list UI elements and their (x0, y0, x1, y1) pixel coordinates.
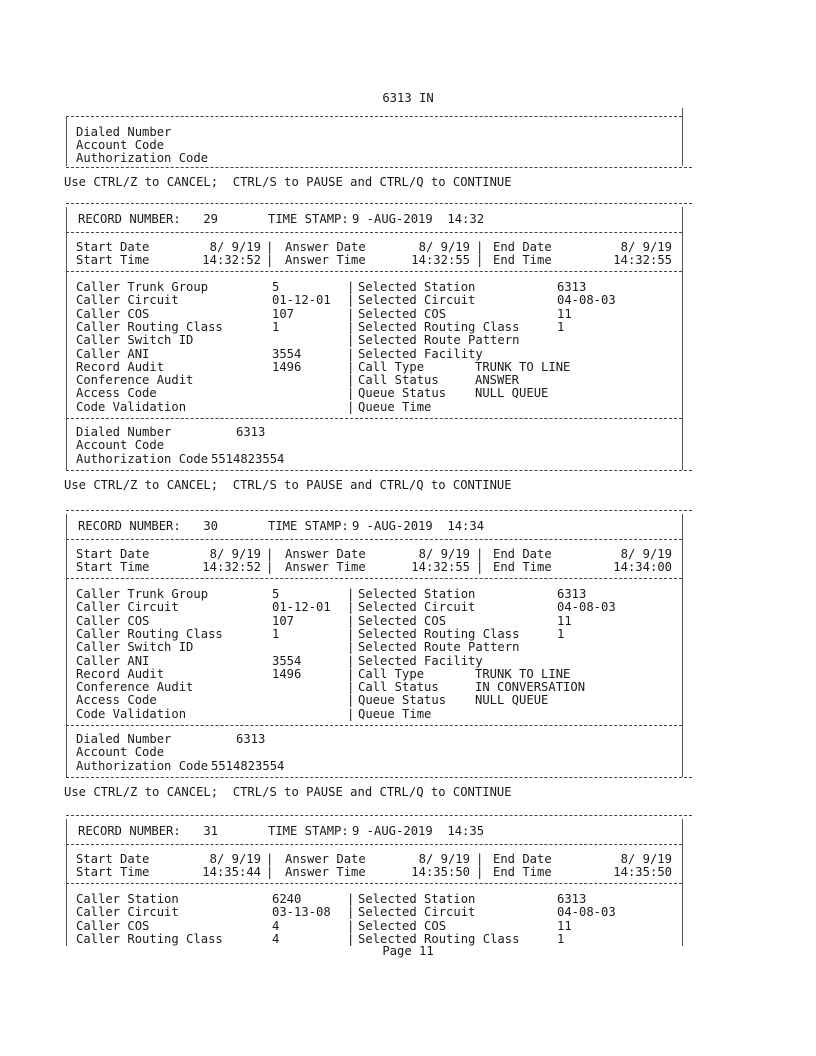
caller-field-value: 4 (272, 931, 280, 946)
selected-field-label: Selected Routing Class (358, 319, 520, 334)
divider (66, 232, 682, 233)
caller-field-label: Caller Routing Class (76, 931, 223, 946)
separator: | (347, 333, 355, 348)
separator: | (476, 865, 484, 879)
answer-date: 8/ 9/19 (418, 547, 470, 561)
dialing-field-label: Dialed Number (76, 732, 172, 746)
divider (66, 510, 692, 511)
separator: | (347, 306, 355, 321)
start-date-label: Start Date (76, 240, 150, 254)
end-time-label: End Time (493, 560, 552, 574)
border (66, 514, 67, 777)
separator: | (476, 253, 484, 267)
time-stamp-label: TIME STAMP: (268, 824, 349, 838)
caller-field-label: Caller Circuit (76, 293, 179, 308)
caller-field-value: 4 (272, 918, 280, 933)
record-number: 30 (203, 519, 218, 533)
dialing-field-value: 5514823554 (211, 758, 285, 773)
answer-date-label: Answer Date (285, 547, 366, 561)
divider (66, 578, 682, 579)
divider (66, 883, 682, 884)
separator: | (266, 560, 274, 574)
divider (66, 418, 682, 419)
answer-time: 14:35:50 (411, 865, 470, 879)
selected-field-label: Queue Time (358, 706, 432, 721)
selected-field-value: 04-08-03 (557, 600, 616, 615)
dialing-field-label: Account Code (76, 438, 165, 453)
caller-field-label: Caller Station (76, 892, 179, 906)
caller-field-label: Caller Trunk Group (76, 280, 209, 294)
selected-field-label: Call Status (358, 373, 439, 388)
selected-field-value: 1 (557, 626, 565, 641)
selected-field-label: Selected Routing Class (358, 626, 520, 641)
caller-field-value: 01-12-01 (272, 293, 331, 308)
caller-field-label: Access Code (76, 693, 157, 708)
selected-field-label: Selected Circuit (358, 905, 476, 920)
divider (66, 844, 682, 845)
start-time: 14:35:44 (202, 865, 261, 879)
selected-field-value: NULL QUEUE (475, 386, 549, 401)
answer-time: 14:32:55 (411, 560, 470, 574)
selected-field-label: Selected Facility (358, 653, 483, 668)
dialed-number-label: Dialed Number (76, 125, 172, 139)
selected-field-value: 6313 (557, 587, 587, 601)
time-stamp-label: TIME STAMP: (268, 212, 349, 226)
caller-field-label: Caller Switch ID (76, 640, 194, 655)
selected-field-label: Selected Routing Class (358, 931, 520, 946)
divider (66, 777, 692, 778)
caller-field-value: 1496 (272, 666, 302, 681)
start-time: 14:32:52 (202, 560, 261, 574)
caller-field-value: 5 (272, 280, 280, 294)
caller-field-value: 6240 (272, 892, 302, 906)
separator: | (347, 280, 355, 294)
caller-field-label: Caller ANI (76, 346, 150, 361)
start-date-label: Start Date (76, 547, 150, 561)
separator: | (347, 293, 355, 308)
time-stamp: 9 -AUG-2019 14:32 (352, 212, 485, 226)
separator: | (347, 653, 355, 668)
authorization-code-label: Authorization Code (76, 151, 209, 165)
dialing-field-label: Authorization Code (76, 451, 209, 466)
page-title: 6313 IN (382, 91, 434, 105)
separator: | (347, 640, 355, 655)
divider (66, 470, 692, 471)
selected-field-label: Selected Circuit (358, 600, 476, 615)
selected-field-value: 1 (557, 319, 565, 334)
caller-field-label: Caller COS (76, 613, 150, 628)
caller-field-label: Access Code (76, 386, 157, 401)
caller-field-value: 1 (272, 319, 280, 334)
dialing-field-value: 6313 (236, 732, 266, 746)
caller-field-label: Conference Audit (76, 373, 194, 388)
caller-field-value: 01-12-01 (272, 600, 331, 615)
end-time-label: End Time (493, 253, 552, 267)
control-note: Use CTRL/Z to CANCEL; CTRL/S to PAUSE and CTRL/Q to CONTINUE (64, 477, 512, 492)
border (66, 207, 67, 470)
selected-field-label: Selected Station (358, 892, 476, 906)
right-border (682, 108, 683, 166)
caller-field-label: Caller Circuit (76, 600, 179, 615)
answer-time: 14:32:55 (411, 253, 470, 267)
caller-field-label: Code Validation (76, 706, 187, 721)
selected-field-label: Queue Time (358, 399, 432, 414)
divider (66, 203, 692, 204)
end-time: 14:35:50 (613, 865, 672, 879)
caller-field-value: 3554 (272, 653, 302, 668)
border (682, 514, 683, 777)
divider (66, 116, 682, 117)
caller-field-label: Conference Audit (76, 680, 194, 695)
dialing-field-value: 5514823554 (211, 451, 285, 466)
separator: | (476, 547, 484, 561)
separator: | (347, 587, 355, 601)
record-number: 31 (203, 824, 218, 838)
end-time-label: End Time (493, 865, 552, 879)
start-time-label: Start Time (76, 253, 150, 267)
start-date: 8/ 9/19 (209, 852, 261, 866)
divider (66, 167, 692, 168)
selected-field-value: NULL QUEUE (475, 693, 549, 708)
divider (66, 815, 692, 816)
selected-field-value: 6313 (557, 892, 587, 906)
start-time: 14:32:52 (202, 253, 261, 267)
selected-field-label: Selected Route Pattern (358, 640, 520, 655)
caller-field-label: Caller Circuit (76, 905, 179, 920)
divider (66, 539, 682, 540)
dialing-field-label: Authorization Code (76, 758, 209, 773)
selected-field-label: Selected COS (358, 918, 447, 933)
separator: | (347, 346, 355, 361)
separator: | (266, 865, 274, 879)
separator: | (266, 547, 274, 561)
selected-field-label: Selected Facility (358, 346, 483, 361)
selected-field-value: 11 (557, 306, 572, 321)
end-date: 8/ 9/19 (620, 852, 672, 866)
caller-field-value: 03-13-08 (272, 905, 331, 920)
start-time-label: Start Time (76, 865, 150, 879)
separator: | (347, 680, 355, 695)
selected-field-label: Selected Station (358, 280, 476, 294)
caller-field-value: 5 (272, 587, 280, 601)
selected-field-value: 11 (557, 918, 572, 933)
end-time: 14:34:00 (613, 560, 672, 574)
divider (66, 271, 682, 272)
time-stamp: 9 -AUG-2019 14:34 (352, 519, 485, 533)
separator: | (476, 852, 484, 866)
divider (66, 725, 682, 726)
end-time: 14:32:55 (613, 253, 672, 267)
left-border (66, 116, 67, 166)
start-date: 8/ 9/19 (209, 547, 261, 561)
caller-field-label: Caller Routing Class (76, 626, 223, 641)
answer-time-label: Answer Time (285, 865, 366, 879)
separator: | (266, 253, 274, 267)
caller-field-label: Record Audit (76, 666, 165, 681)
record-number: 29 (203, 212, 218, 226)
caller-field-value: 1496 (272, 359, 302, 374)
time-stamp: 9 -AUG-2019 14:35 (352, 824, 485, 838)
caller-field-label: Caller Switch ID (76, 333, 194, 348)
dialing-field-label: Dialed Number (76, 425, 172, 439)
account-code-label: Account Code (76, 138, 165, 152)
separator: | (347, 399, 355, 414)
selected-field-label: Selected COS (358, 613, 447, 628)
caller-field-value: 1 (272, 626, 280, 641)
separator: | (347, 626, 355, 641)
selected-field-label: Selected Station (358, 587, 476, 601)
selected-field-value: 6313 (557, 280, 587, 294)
selected-field-label: Call Type (358, 359, 425, 374)
separator: | (347, 905, 355, 920)
caller-field-label: Caller COS (76, 918, 150, 933)
caller-field-value: 107 (272, 613, 295, 628)
separator: | (347, 386, 355, 401)
page-number: Page 11 (382, 944, 434, 958)
answer-date-label: Answer Date (285, 852, 366, 866)
dialing-field-value: 6313 (236, 425, 266, 439)
selected-field-value: 04-08-03 (557, 293, 616, 308)
separator: | (347, 373, 355, 388)
caller-field-label: Caller COS (76, 306, 150, 321)
end-date-label: End Date (493, 852, 552, 866)
control-note: Use CTRL/Z to CANCEL; CTRL/S to PAUSE and CTRL/Q to CONTINUE (64, 784, 512, 799)
control-note: Use CTRL/Z to CANCEL; CTRL/S to PAUSE and CTRL/Q to CONTINUE (64, 175, 512, 189)
separator: | (347, 892, 355, 906)
dialing-field-label: Account Code (76, 745, 165, 760)
border (682, 819, 683, 946)
selected-field-value: TRUNK TO LINE (475, 359, 571, 374)
caller-field-label: Code Validation (76, 399, 187, 414)
selected-field-value: TRUNK TO LINE (475, 666, 571, 681)
record-number-label: RECORD NUMBER: (78, 212, 181, 226)
answer-date-label: Answer Date (285, 240, 366, 254)
caller-field-label: Caller ANI (76, 653, 150, 668)
answer-time-label: Answer Time (285, 253, 366, 267)
caller-field-value: 107 (272, 306, 295, 321)
separator: | (347, 666, 355, 681)
answer-time-label: Answer Time (285, 560, 366, 574)
start-time-label: Start Time (76, 560, 150, 574)
selected-field-label: Selected Route Pattern (358, 333, 520, 348)
border (682, 207, 683, 470)
selected-field-label: Call Status (358, 680, 439, 695)
separator: | (347, 931, 355, 946)
selected-field-label: Call Type (358, 666, 425, 681)
caller-field-label: Caller Trunk Group (76, 587, 209, 601)
selected-field-value: ANSWER (475, 373, 520, 388)
end-date-label: End Date (493, 240, 552, 254)
selected-field-value: 11 (557, 613, 572, 628)
selected-field-value: IN CONVERSATION (475, 680, 586, 695)
caller-field-label: Record Audit (76, 359, 165, 374)
start-date: 8/ 9/19 (209, 240, 261, 254)
separator: | (476, 240, 484, 254)
selected-field-label: Selected Circuit (358, 293, 476, 308)
caller-field-value: 3554 (272, 346, 302, 361)
separator: | (347, 693, 355, 708)
record-number-label: RECORD NUMBER: (78, 519, 181, 533)
separator: | (266, 852, 274, 866)
separator: | (347, 613, 355, 628)
record-number-label: RECORD NUMBER: (78, 824, 181, 838)
separator: | (476, 560, 484, 574)
separator: | (347, 600, 355, 615)
answer-date: 8/ 9/19 (418, 240, 470, 254)
separator: | (347, 706, 355, 721)
selected-field-label: Queue Status (358, 693, 447, 708)
end-date-label: End Date (493, 547, 552, 561)
selected-field-value: 04-08-03 (557, 905, 616, 920)
selected-field-label: Queue Status (358, 386, 447, 401)
caller-field-label: Caller Routing Class (76, 319, 223, 334)
start-date-label: Start Date (76, 852, 150, 866)
answer-date: 8/ 9/19 (418, 852, 470, 866)
selected-field-value: 1 (557, 931, 565, 946)
end-date: 8/ 9/19 (620, 240, 672, 254)
time-stamp-label: TIME STAMP: (268, 519, 349, 533)
selected-field-label: Selected COS (358, 306, 447, 321)
separator: | (266, 240, 274, 254)
separator: | (347, 918, 355, 933)
separator: | (347, 319, 355, 334)
end-date: 8/ 9/19 (620, 547, 672, 561)
separator: | (347, 359, 355, 374)
